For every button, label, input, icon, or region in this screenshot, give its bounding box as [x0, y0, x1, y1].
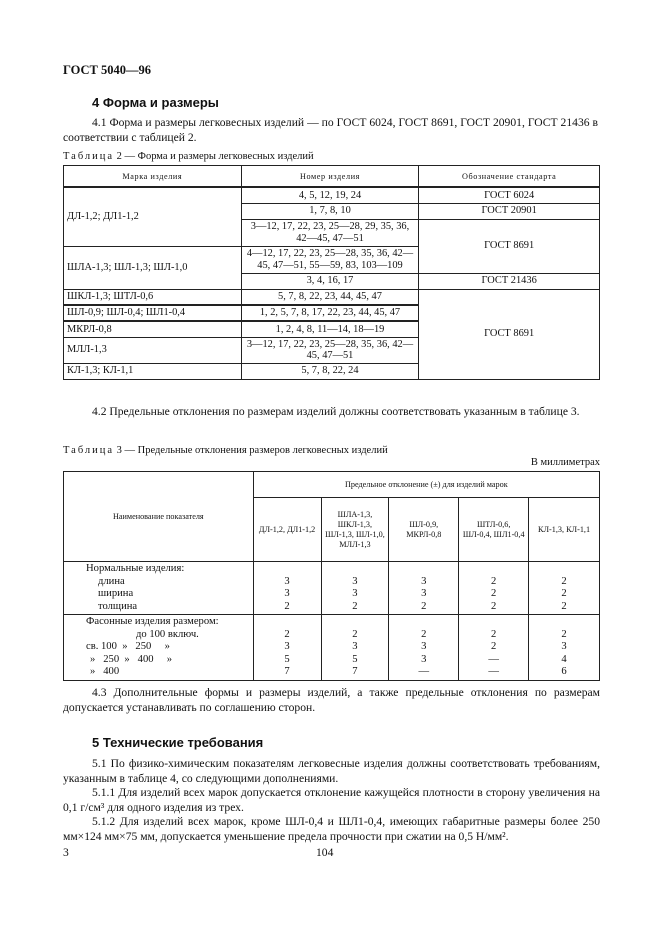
- table-3-brand-header: ДЛ-1,2, ДЛ1-1,2: [253, 498, 321, 562]
- table-3-caption: Таблица 3 — Предельные отклонения размеров легковесных изделий: [63, 445, 388, 456]
- table-cell: ГОСТ 20901: [419, 203, 600, 219]
- table-cell: 3: [389, 587, 459, 600]
- table-cell: ШЛ-0,9; ШЛ-0,4; ШЛ1-0,4: [64, 305, 242, 321]
- table-3-param-header: Наименование показателя: [64, 472, 254, 562]
- table-cell: 2: [459, 600, 529, 615]
- table-cell: 1, 2, 4, 8, 11—14, 18—19: [241, 321, 419, 337]
- table-cell: 2: [389, 628, 459, 641]
- paragraph-4-1: 4.1 Форма и размеры легковесных изделий — по ГОСТ 6024, ГОСТ 8691, ГОСТ 20901, ГОСТ 21436 в соответствии с таблицей 2.: [63, 116, 598, 144]
- table-cell: ГОСТ 21436: [419, 273, 600, 289]
- table-cell: 2: [529, 587, 600, 600]
- table-3-brand-header: ШЛ-0,9, МКРЛ-0,8: [389, 498, 459, 562]
- table-3-row-label: » 400: [64, 665, 254, 680]
- table-2: [63, 165, 600, 380]
- table-cell: 3—12, 17, 22, 23, 25—28, 29, 35, 36, 42—45, 47—51: [241, 219, 419, 246]
- document-header: ГОСТ 5040—96: [63, 63, 152, 77]
- page-number-center: 104: [316, 846, 334, 859]
- table-cell: 3: [253, 640, 321, 653]
- page-number-left: 3: [63, 846, 69, 859]
- table-cell: —: [389, 665, 459, 680]
- table-2-caption: Таблица 2 — Форма и размеры легковесных изделий: [63, 151, 314, 162]
- table-cell: 7: [253, 665, 321, 680]
- table-cell: 2: [529, 575, 600, 588]
- table-cell: 2: [529, 600, 600, 615]
- section-4-title: 4 Форма и размеры: [92, 95, 219, 110]
- table-3-brand-header: ШТЛ-0,6, ШЛ-0,4, ШЛ1-0,4: [459, 498, 529, 562]
- table-cell: КЛ-1,3; КЛ-1,1: [64, 363, 242, 379]
- table-cell: 3: [253, 587, 321, 600]
- table-cell: 5, 7, 8, 22, 24: [241, 363, 419, 379]
- table-3-brand-header: КЛ-1,3, КЛ-1,1: [529, 498, 600, 562]
- table-cell: 3—12, 17, 22, 23, 25—28, 35, 36, 42—45, 47—51: [241, 337, 419, 363]
- table-cell: 2: [459, 587, 529, 600]
- table-3-group-label: Нормальные изделия:: [64, 562, 254, 575]
- table-cell: 3, 4, 16, 17: [241, 273, 419, 289]
- table-3-group-label: Фасонные изделия размером:: [64, 615, 254, 628]
- table-3-row-label: св. 100 » 250 »: [64, 640, 254, 653]
- table-cell: 6: [529, 665, 600, 680]
- table-cell: 5, 7, 8, 22, 23, 44, 45, 47: [241, 289, 419, 305]
- table-cell: 3: [321, 640, 389, 653]
- table-cell: ГОСТ 8691: [419, 289, 600, 379]
- paragraph-5-1-2: 5.1.2 Для изделий всех марок, кроме ШЛ-0,4 и ШЛ1-0,4, имеющих габаритные размеры более 250 мм×124 мм×75 мм, допускается уменьшение предела прочности при сжатии на 0,5 Н/мм².: [63, 815, 600, 843]
- table-cell: МКРЛ-0,8: [64, 321, 242, 337]
- table-cell: 5: [321, 653, 389, 666]
- table-cell: 2: [459, 640, 529, 653]
- table-cell: —: [459, 665, 529, 680]
- table-cell: МЛЛ-1,3: [64, 337, 242, 363]
- table-cell: 4—12, 17, 22, 23, 25—28, 35, 36, 42—45, 47—51, 55—59, 83, 103—109: [241, 246, 419, 273]
- table-3-row-label: до 100 включ.: [64, 628, 254, 641]
- table-cell: 1, 7, 8, 10: [241, 203, 419, 219]
- table-3-row-label: » 250 » 400 »: [64, 653, 254, 666]
- table-cell: ДЛ-1,2; ДЛ1-1,2: [64, 187, 242, 246]
- paragraph-4-2: 4.2 Предельные отклонения по размерам изделий должны соответствовать указанным в таблице 3.: [92, 405, 580, 418]
- table-3-group-header: Предельное отклонение (±) для изделий марок: [253, 472, 599, 498]
- table-cell: 2: [529, 628, 600, 641]
- table-cell: 2: [253, 600, 321, 615]
- table-cell: 3: [389, 653, 459, 666]
- paragraph-5-1: 5.1 По физико-химическим показателям легковесные изделия должны соответствовать требованиям, указанным в таблице 4, со следующими дополнениями.: [63, 757, 600, 785]
- table-cell: —: [459, 653, 529, 666]
- table-cell: 3: [321, 587, 389, 600]
- table-cell: 4: [529, 653, 600, 666]
- table-cell: ШКЛ-1,3; ШТЛ-0,6: [64, 289, 242, 305]
- table-cell: 2: [389, 600, 459, 615]
- table-cell: 2: [321, 600, 389, 615]
- table-cell: 4, 5, 12, 19, 24: [241, 187, 419, 203]
- table-2-header: Номер изделия: [241, 166, 419, 188]
- table-cell: 3: [529, 640, 600, 653]
- table-cell: 3: [253, 575, 321, 588]
- table-cell: 7: [321, 665, 389, 680]
- table-cell: ШЛА-1,3; ШЛ-1,3; ШЛ-1,0: [64, 246, 242, 289]
- table-2-header: Обозначение стандарта: [419, 166, 600, 188]
- table-cell: 5: [253, 653, 321, 666]
- table-3-row-label: ширина: [64, 587, 254, 600]
- table-3: [63, 471, 600, 681]
- section-5-title: 5 Технические требования: [92, 735, 264, 750]
- table-cell: 2: [321, 628, 389, 641]
- table-cell: ГОСТ 8691: [419, 219, 600, 273]
- units-note: В миллиметрах: [530, 457, 600, 468]
- table-2-header: Марка изделия: [64, 166, 242, 188]
- table-3-row-label: толщина: [64, 600, 254, 615]
- table-cell: ГОСТ 6024: [419, 187, 600, 203]
- table-cell: 3: [321, 575, 389, 588]
- table-cell: 3: [389, 640, 459, 653]
- table-cell: 3: [389, 575, 459, 588]
- table-cell: 2: [253, 628, 321, 641]
- table-3-brand-header: ШЛА-1,3, ШКЛ-1,3, ШЛ-1,3, ШЛ-1,0, МЛЛ-1,3: [321, 498, 389, 562]
- paragraph-5-1-1: 5.1.1 Для изделий всех марок допускается отклонение кажущейся плотности в сторону увеличения на 0,1 г/см³ для одного изделия из трех.: [63, 786, 600, 814]
- paragraph-4-3: 4.3 Дополнительные формы и размеры изделий, а также предельные отклонения по размерам допускается устанавливать по соглашению сторон.: [63, 686, 600, 714]
- table-cell: 2: [459, 575, 529, 588]
- table-cell: 1, 2, 5, 7, 8, 17, 22, 23, 44, 45, 47: [241, 305, 419, 321]
- table-cell: 2: [459, 628, 529, 641]
- table-3-row-label: длина: [64, 575, 254, 588]
